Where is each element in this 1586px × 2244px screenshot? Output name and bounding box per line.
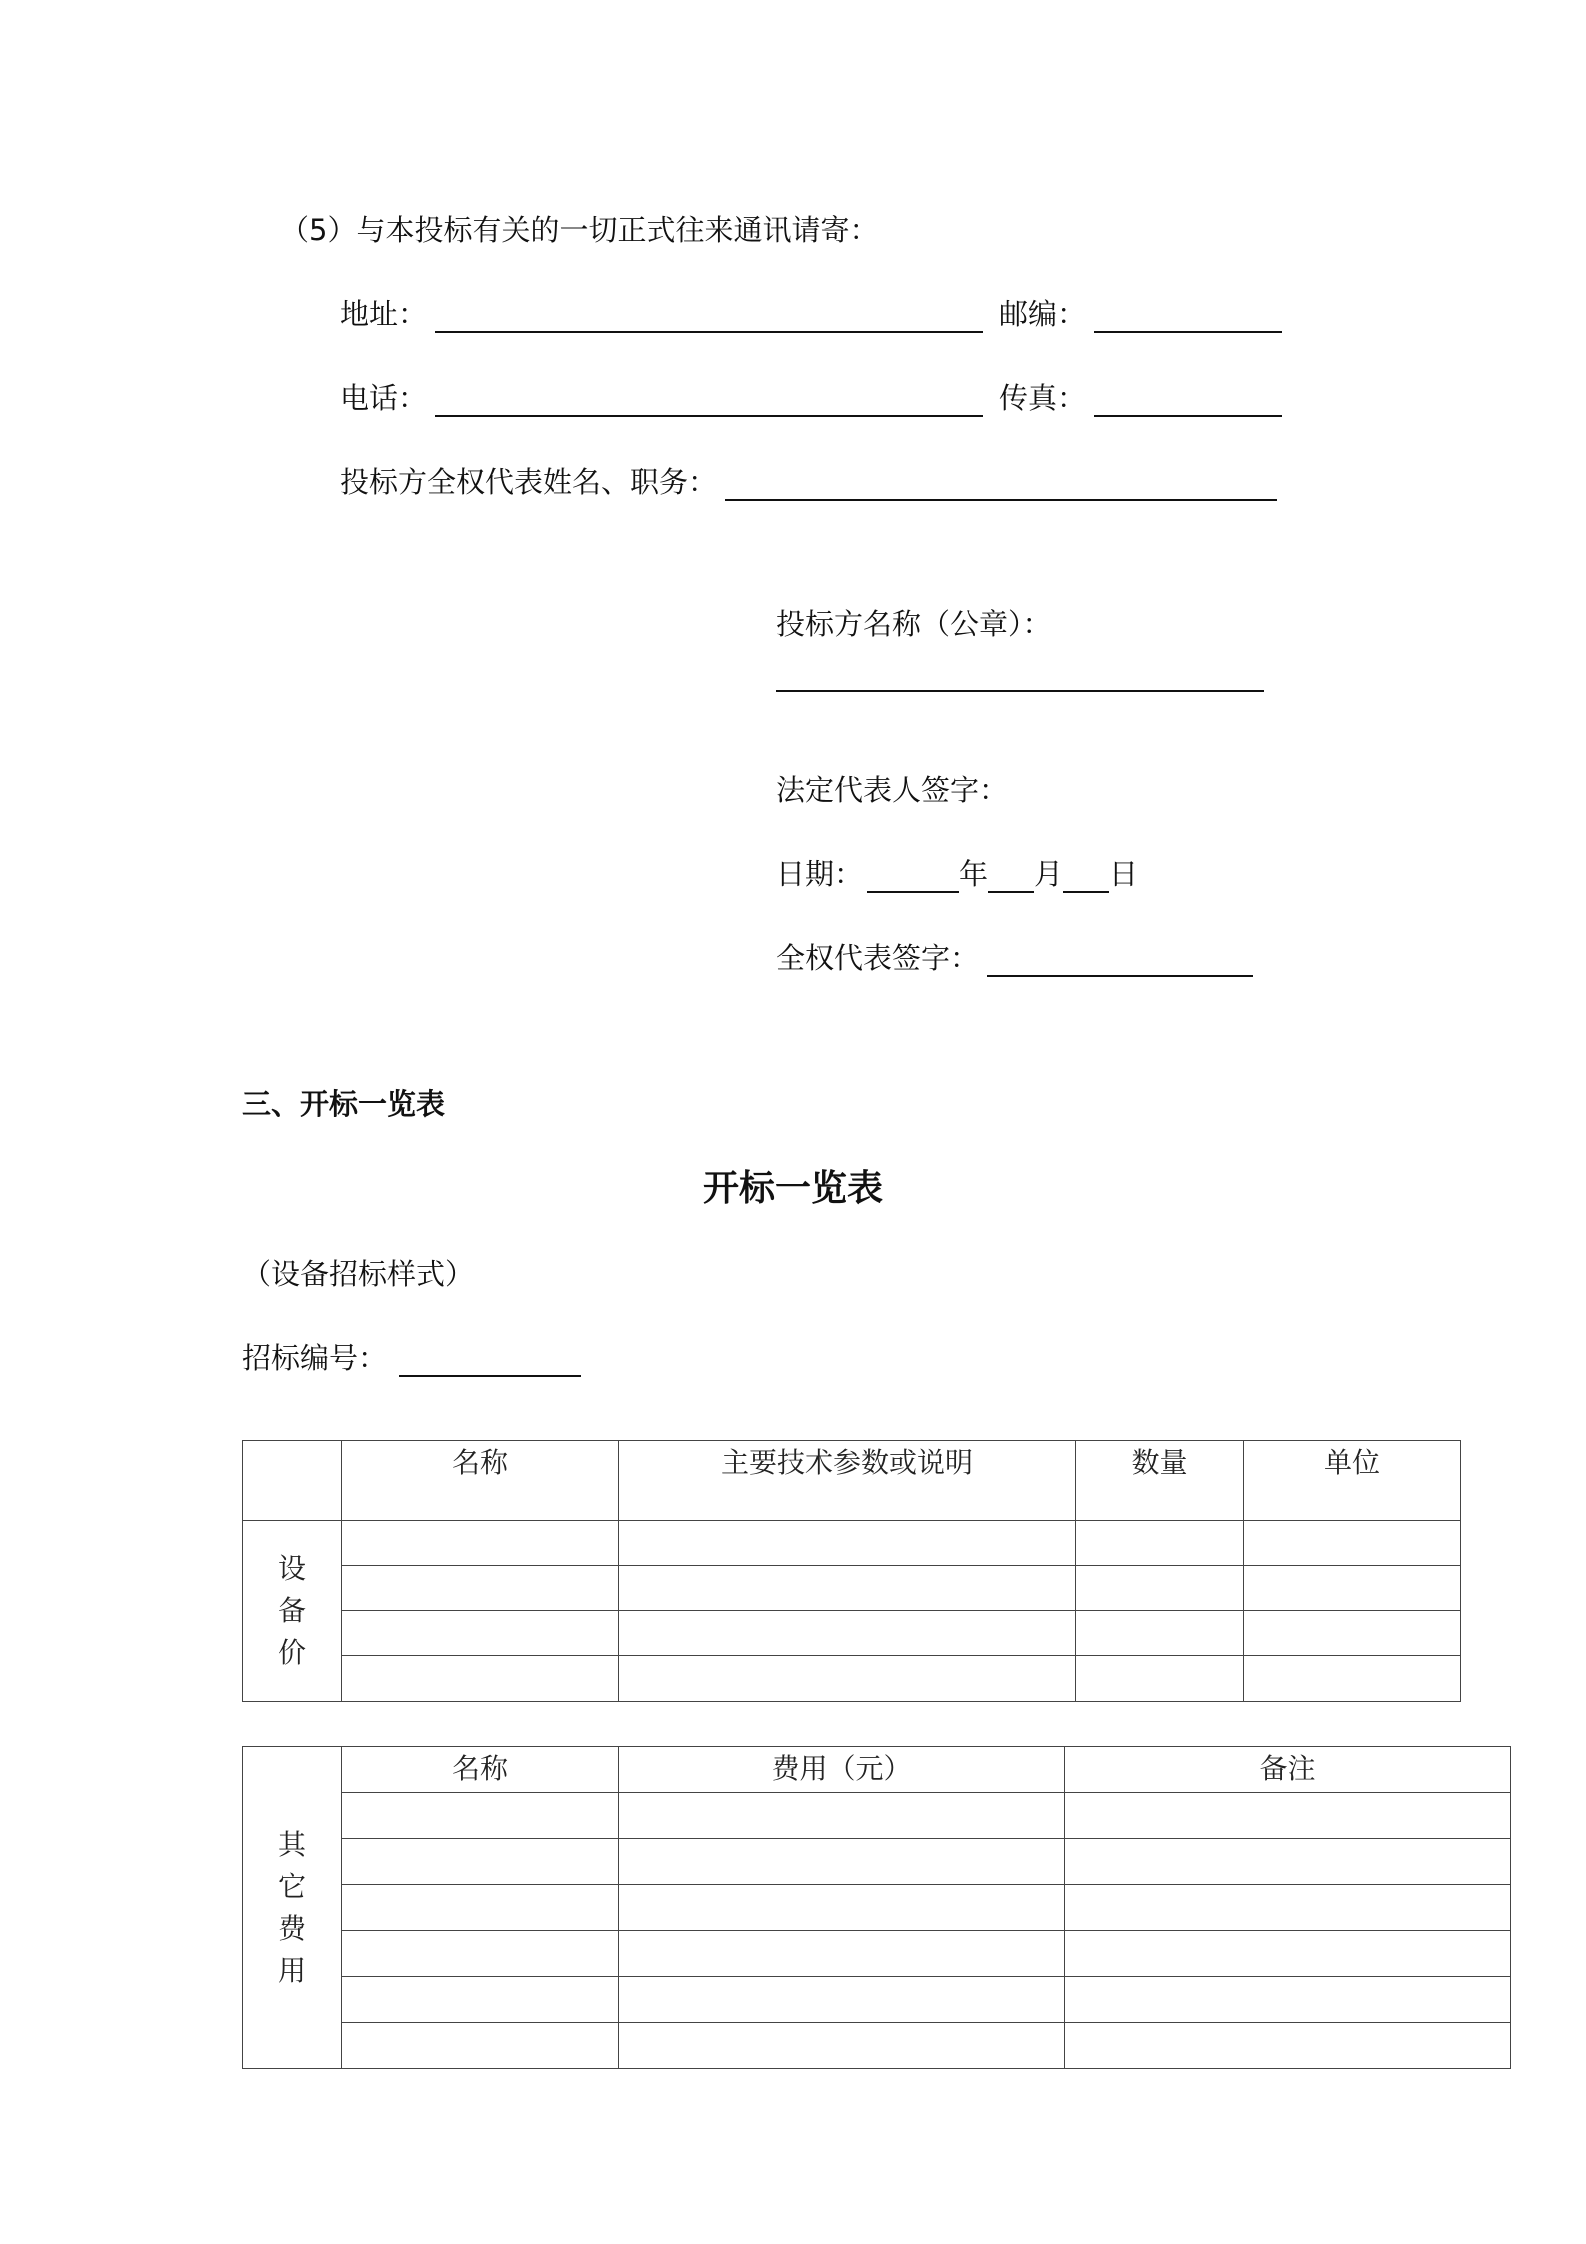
authorized-rep-row xyxy=(776,936,1253,977)
table-cell[interactable] xyxy=(619,1521,1076,1566)
table-cell[interactable] xyxy=(1076,1656,1244,1702)
table-cell[interactable] xyxy=(342,2023,619,2069)
table-cell[interactable] xyxy=(342,1977,619,2023)
other-fees-table xyxy=(242,1746,1511,2069)
table-cell[interactable] xyxy=(619,1931,1065,1977)
table-row xyxy=(243,2023,1511,2069)
date-label: 日期： xyxy=(776,857,864,891)
bidder-name-label: 投标方名称（公章）： xyxy=(776,607,1052,641)
table-cell[interactable] xyxy=(1244,1521,1461,1566)
fax-blank[interactable] xyxy=(1094,389,1282,417)
equipment-header-row xyxy=(243,1441,1461,1521)
rep-label: 投标方全权代表姓名、职务： xyxy=(340,465,718,499)
postcode-blank[interactable] xyxy=(1094,305,1282,333)
equipment-header-unit: 单位 xyxy=(1244,1441,1461,1521)
table-cell[interactable] xyxy=(1065,1793,1511,1839)
table-cell[interactable] xyxy=(1244,1566,1461,1611)
side-char: 用 xyxy=(277,1953,306,1987)
other-header-cost: 费用（元） xyxy=(619,1747,1065,1793)
day-label: 日 xyxy=(1109,857,1139,891)
table-cell[interactable] xyxy=(1076,1566,1244,1611)
address-label: 地址： xyxy=(340,297,428,331)
side-char: 费 xyxy=(277,1911,306,1945)
table-cell[interactable] xyxy=(1244,1611,1461,1656)
bidder-name-blank[interactable] xyxy=(776,690,1264,692)
table-row xyxy=(243,1931,1511,1977)
authorized-rep-blank[interactable] xyxy=(987,949,1253,977)
table-row xyxy=(243,1839,1511,1885)
side-char: 它 xyxy=(277,1869,306,1903)
table-cell[interactable] xyxy=(342,1885,619,1931)
side-char: 价 xyxy=(277,1636,306,1669)
table-cell[interactable] xyxy=(619,1793,1065,1839)
legal-rep-label: 法定代表人签字： xyxy=(776,773,1009,807)
date-row xyxy=(776,852,1138,893)
table-cell[interactable] xyxy=(619,1839,1065,1885)
table-cell[interactable] xyxy=(619,1977,1065,2023)
equipment-side-label xyxy=(243,1521,342,1702)
table-cell[interactable] xyxy=(342,1566,619,1611)
tender-no-blank[interactable] xyxy=(399,1349,581,1377)
day-blank[interactable] xyxy=(1063,865,1109,893)
table-row xyxy=(243,1611,1461,1656)
month-label: 月 xyxy=(1034,857,1064,891)
table-cell[interactable] xyxy=(619,1611,1076,1656)
equipment-corner-cell xyxy=(243,1441,342,1521)
table-cell[interactable] xyxy=(1244,1656,1461,1702)
equipment-header-qty: 数量 xyxy=(1076,1441,1244,1521)
phone-blank[interactable] xyxy=(435,389,983,417)
table-cell[interactable] xyxy=(1065,2023,1511,2069)
equipment-header-name: 名称 xyxy=(342,1441,619,1521)
month-blank[interactable] xyxy=(988,865,1034,893)
tender-no-row xyxy=(242,1336,581,1377)
year-blank[interactable] xyxy=(867,865,959,893)
table-title: 开标一览表 xyxy=(702,1168,883,1209)
table-row xyxy=(243,1793,1511,1839)
table-cell[interactable] xyxy=(342,1793,619,1839)
table-cell[interactable] xyxy=(1065,1931,1511,1977)
other-side-label xyxy=(243,1747,342,2069)
table-cell[interactable] xyxy=(1076,1521,1244,1566)
table-cell[interactable] xyxy=(342,1839,619,1885)
side-char: 其 xyxy=(277,1827,306,1861)
year-label: 年 xyxy=(959,857,989,891)
other-header-name: 名称 xyxy=(342,1747,619,1793)
table-cell[interactable] xyxy=(1065,1977,1511,2023)
side-char: 备 xyxy=(277,1594,306,1627)
table-cell[interactable] xyxy=(342,1656,619,1702)
table-cell[interactable] xyxy=(1065,1885,1511,1931)
rep-blank[interactable] xyxy=(725,473,1277,501)
table-cell[interactable] xyxy=(342,1611,619,1656)
table-cell[interactable] xyxy=(342,1521,619,1566)
table-row xyxy=(243,1521,1461,1566)
table-cell[interactable] xyxy=(619,1566,1076,1611)
table-cell[interactable] xyxy=(619,1656,1076,1702)
item5-heading: （5）与本投标有关的一切正式往来通讯请寄： xyxy=(280,213,879,247)
side-char: 设 xyxy=(277,1552,306,1585)
address-row xyxy=(340,292,1282,333)
other-header-row xyxy=(243,1747,1511,1793)
section3-heading: 三、开标一览表 xyxy=(242,1087,446,1121)
tender-no-label: 招标编号： xyxy=(242,1341,388,1375)
table-cell[interactable] xyxy=(1076,1611,1244,1656)
equipment-table xyxy=(242,1440,1461,1702)
table-row xyxy=(243,1977,1511,2023)
table-cell[interactable] xyxy=(619,1885,1065,1931)
fax-label: 传真： xyxy=(999,381,1087,415)
table-row xyxy=(243,1885,1511,1931)
table-row xyxy=(243,1566,1461,1611)
address-blank[interactable] xyxy=(435,305,983,333)
rep-row xyxy=(340,460,1277,501)
table-cell[interactable] xyxy=(619,2023,1065,2069)
authorized-rep-label: 全权代表签字： xyxy=(776,941,980,975)
phone-row xyxy=(340,376,1282,417)
phone-label: 电话： xyxy=(340,381,428,415)
table-cell[interactable] xyxy=(342,1931,619,1977)
style-note: （设备招标样式） xyxy=(242,1257,475,1291)
table-row xyxy=(243,1656,1461,1702)
other-header-remark: 备注 xyxy=(1065,1747,1511,1793)
postcode-label: 邮编： xyxy=(999,297,1087,331)
table-cell[interactable] xyxy=(1065,1839,1511,1885)
equipment-header-spec: 主要技术参数或说明 xyxy=(619,1441,1076,1521)
